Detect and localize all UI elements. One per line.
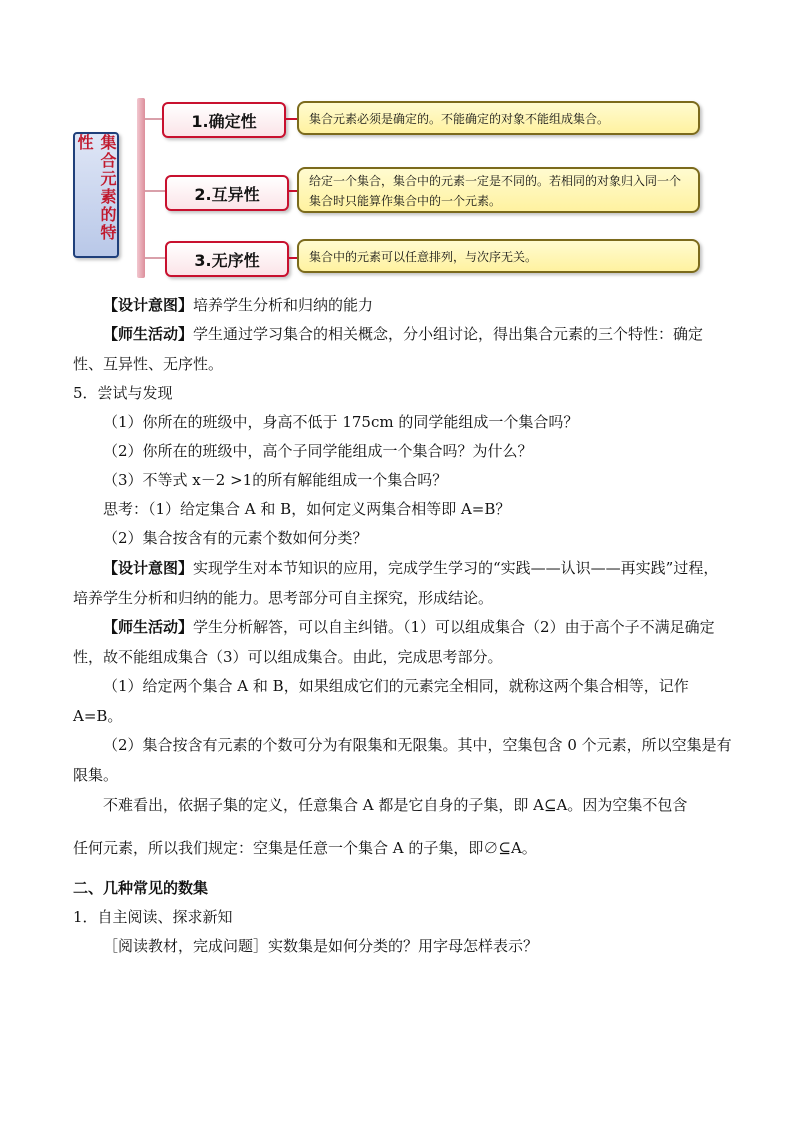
- answer-2: （2）集合按含有元素的个数可分为有限集和无限集。其中，空集包含 0 个元素，所以空集是有限集。: [73, 736, 732, 784]
- property-name: 3.无序性: [194, 250, 260, 270]
- diagram-branch: [145, 118, 162, 120]
- label: 【师生活动】: [103, 325, 194, 343]
- reading-prompt: ［阅读教材，完成问题］实数集是如何分类的？用字母怎样表示？: [103, 937, 539, 955]
- label: 【设计意图】: [103, 559, 194, 577]
- section-2-heading: 二、几种常见的数集: [73, 879, 209, 897]
- think-2: （2）集合按含有的元素个数如何分类？: [103, 529, 368, 547]
- property-name: 1.确定性: [191, 111, 257, 131]
- text: 学生通过学习集合的相关概念，分小组讨论，得出集合元素的三个特性：确定性、互异性、无序性。: [73, 325, 704, 373]
- subset-paragraph-line-1: 不难看出，依据子集的定义，任意集合 A 都是它自身的子集，即 A⊆A。因为空集不包含: [103, 796, 688, 814]
- question-3: （3）不等式 x－2 >1的所有解能组成一个集合吗？: [103, 471, 448, 489]
- text: 实现学生对本节知识的应用，完成学生学习的“实践——认识——再实践”过程，培养学生分析和归纳的能力。思考部分可自主探究，形成结论。: [73, 559, 719, 607]
- diagram-branch: [145, 190, 165, 192]
- design-intent-2: [73, 553, 733, 613]
- property-box-unordered: [165, 241, 289, 277]
- answer-1: （1）给定两个集合 A 和 B，如果组成它们的元素完全相同，就称这两个集合相等，记作 A=B。: [73, 677, 689, 725]
- property-desc-certainty: [297, 101, 700, 135]
- text: 培养学生分析和归纳的能力: [193, 296, 374, 314]
- think-1: 思考：（1）给定集合 A 和 B，如何定义两集合相等即 A=B？: [103, 500, 511, 518]
- subset-paragraph-line-2: 任何元素，所以我们规定：空集是任意一个集合 A 的子集，即∅⊆A。: [73, 839, 537, 857]
- label: 【设计意图】: [103, 296, 194, 314]
- design-intent-1: [73, 290, 733, 320]
- property-desc-text: 给定一个集合，集合中的元素一定是不同的。若相同的对象归入同一个集合时只能算作集合中的一个元素。: [309, 174, 682, 208]
- diagram-root-label: 集合元素的特性: [75, 134, 117, 242]
- property-desc-distinctness: [297, 167, 700, 213]
- property-desc-text: 集合元素必须是确定的。不能确定的对象不能组成集合。: [309, 112, 610, 126]
- label: 【师生活动】: [103, 618, 194, 636]
- question-2: （2）你所在的班级中，高个子同学能组成一个集合吗？为什么？: [103, 442, 533, 460]
- diagram-root-box: [73, 132, 119, 258]
- diagram-connector: [286, 118, 297, 120]
- property-desc-unordered: [297, 239, 700, 273]
- teacher-student-activity-1: [73, 319, 733, 379]
- question-1: （1）你所在的班级中，身高不低于 175cm 的同学能组成一个集合吗？: [103, 413, 579, 431]
- section-5-heading: 5．尝试与发现: [73, 384, 173, 402]
- teacher-student-activity-2: [73, 612, 733, 672]
- text: 学生分析解答，可以自主纠错。（1）可以组成集合（2）由于高个子不满足确定性，故不能组成集合（3）可以组成集合。由此，完成思考部分。: [73, 618, 715, 666]
- property-desc-text: 集合中的元素可以任意排列，与次序无关。: [309, 250, 538, 264]
- diagram-branch: [145, 257, 165, 259]
- property-box-certainty: [162, 102, 286, 138]
- diagram-connector: [289, 257, 297, 259]
- diagram-bracket: [137, 98, 145, 278]
- diagram-connector: [289, 190, 297, 192]
- element-properties-diagram: [0, 0, 794, 285]
- item-1-heading: 1．自主阅读、探求新知: [73, 908, 233, 926]
- property-box-distinctness: [165, 175, 289, 211]
- property-name: 2.互异性: [194, 184, 260, 204]
